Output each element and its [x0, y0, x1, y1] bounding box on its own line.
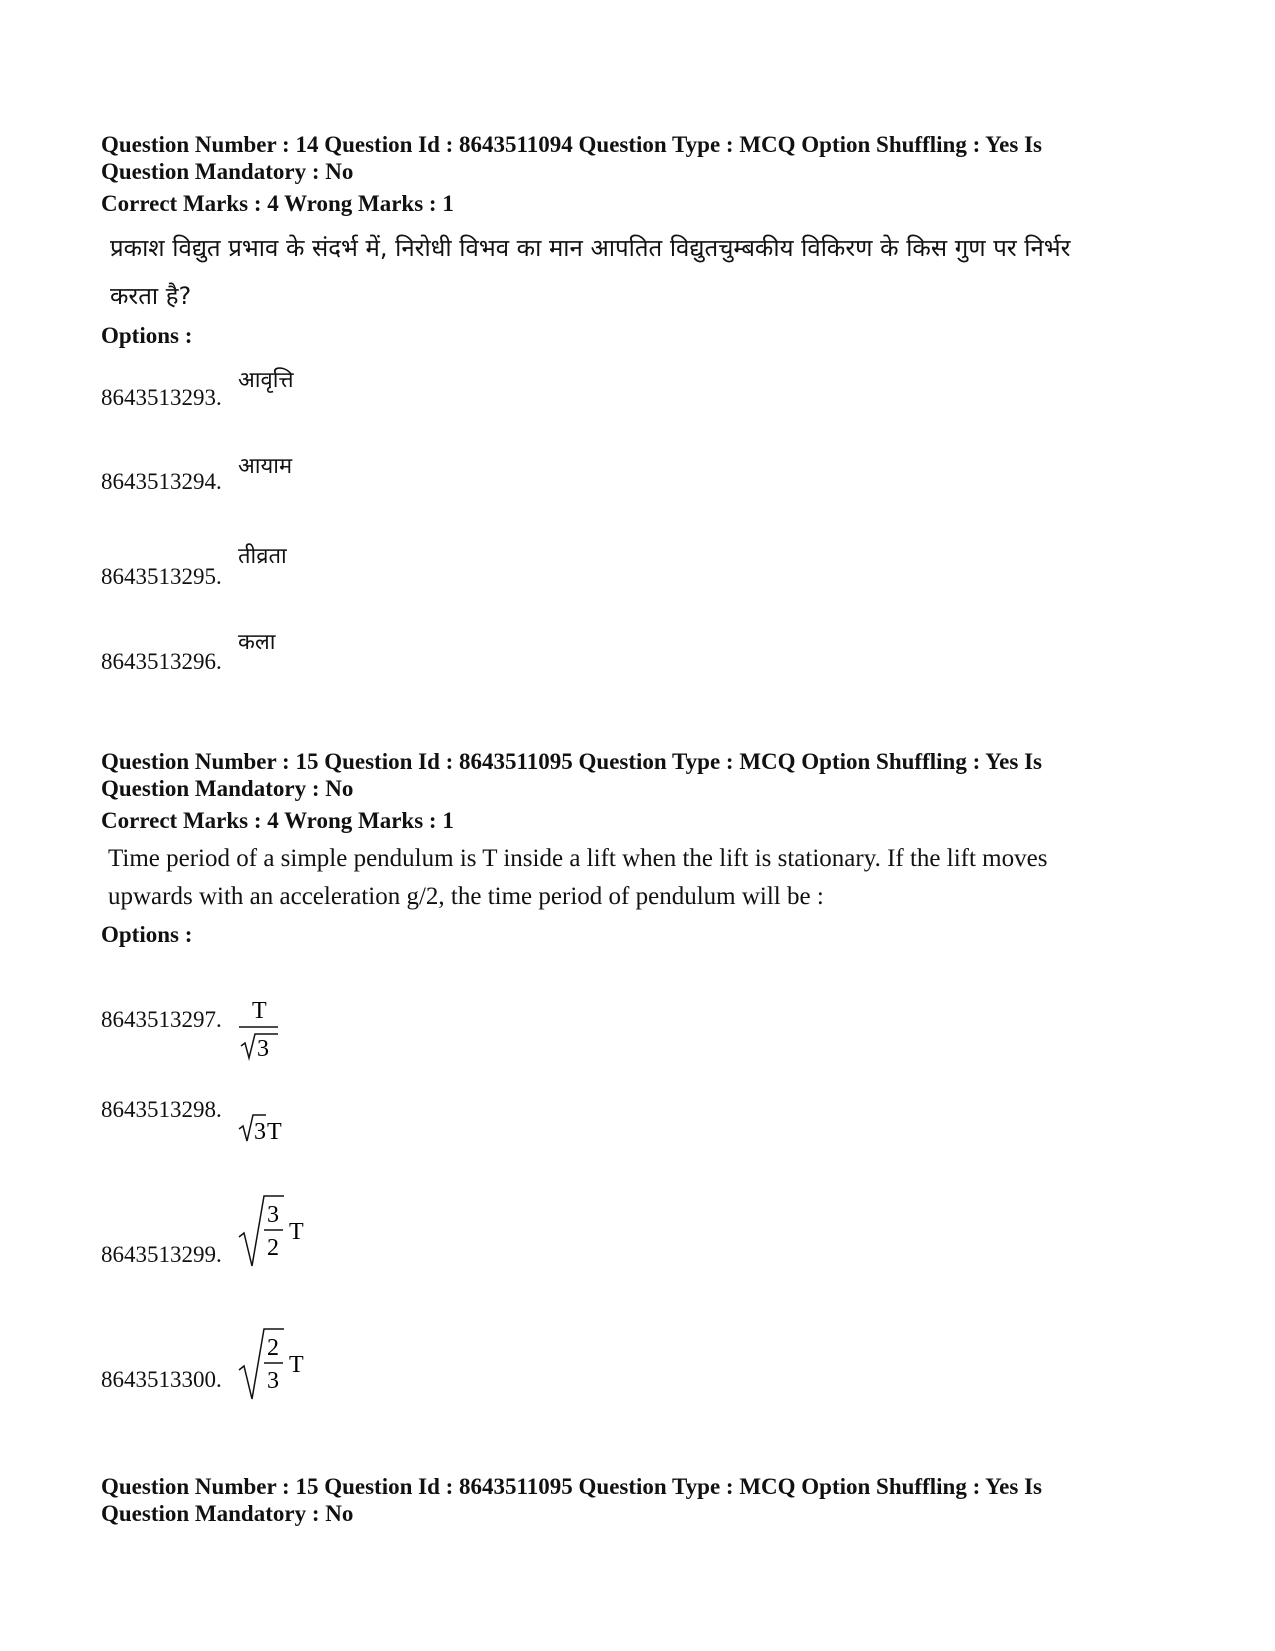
- q15-option-1-id: 8643513297.: [101, 1007, 222, 1032]
- q15-option-3-variable: T: [289, 1219, 304, 1245]
- q15-option-4-id: 8643513300.: [101, 1367, 222, 1392]
- q15b-header-line2: Question Mandatory : No: [101, 1501, 354, 1526]
- q14-option-3-text: तीव्रता: [238, 544, 287, 569]
- q15-option-2-id: 8643513298.: [101, 1097, 222, 1122]
- q15-option-3-denominator: 2: [267, 1235, 279, 1261]
- q15b-header-line1: Question Number : 15 Question Id : 8643511095 Question Type : MCQ Option Shuffling : Yes Is: [101, 1474, 1042, 1499]
- q15-option-2-formula: [236, 1108, 306, 1148]
- q14-option-1-text: आवृत्ति: [238, 368, 294, 393]
- q15-option-4-variable: T: [289, 1352, 304, 1378]
- q15-option-3-id: 8643513299.: [101, 1242, 222, 1267]
- q15-option-4-formula: [236, 1325, 316, 1405]
- q14-question-text-line1: प्रकाश विद्युत प्रभाव के संदर्भ में, निरोधी विभव का मान आपतित विद्युतचुम्बकीय विकिरण के किस गुण पर निर्भर: [110, 234, 1071, 262]
- q14-option-1-id: 8643513293.: [101, 385, 222, 410]
- q15-options-label: Options :: [101, 922, 193, 947]
- q15-option-1-formula: [236, 992, 286, 1064]
- q15-option-1-denominator: 3: [257, 1036, 269, 1062]
- q15-question-text-line1: Time period of a simple pendulum is T inside a lift when the lift is stationary. If the lift moves: [108, 845, 1048, 872]
- q14-option-2-id: 8643513294.: [101, 469, 222, 494]
- q14-option-3-id: 8643513295.: [101, 564, 222, 589]
- q15-option-3-numerator: 3: [267, 1202, 279, 1228]
- q15-option-4-denominator: 3: [267, 1368, 279, 1394]
- q15-option-2-radicand: 3: [254, 1119, 266, 1145]
- q14-option-4-text: कला: [238, 630, 276, 655]
- q14-marks: Correct Marks : 4 Wrong Marks : 1: [101, 191, 454, 216]
- q14-header-line1: Question Number : 14 Question Id : 8643511094 Question Type : MCQ Option Shuffling : Yes Is: [101, 132, 1042, 157]
- q14-options-label: Options :: [101, 323, 193, 348]
- q15-option-4-numerator: 2: [267, 1335, 279, 1361]
- q14-option-2-text: आयाम: [238, 454, 293, 479]
- q14-option-4-id: 8643513296.: [101, 649, 222, 674]
- q15-option-1-numerator: T: [252, 998, 267, 1024]
- q14-question-text-line2: करता है?: [110, 282, 192, 310]
- q15-marks: Correct Marks : 4 Wrong Marks : 1: [101, 808, 454, 833]
- q15-option-3-formula: [236, 1192, 316, 1272]
- q15-question-text-line2: upwards with an acceleration g/2, the time period of pendulum will be :: [108, 883, 824, 910]
- q14-header-line2: Question Mandatory : No: [101, 159, 354, 184]
- q15-option-2-variable: T: [267, 1119, 282, 1145]
- q15-header-line2: Question Mandatory : No: [101, 776, 354, 801]
- q15-header-line1: Question Number : 15 Question Id : 8643511095 Question Type : MCQ Option Shuffling : Yes Is: [101, 749, 1042, 774]
